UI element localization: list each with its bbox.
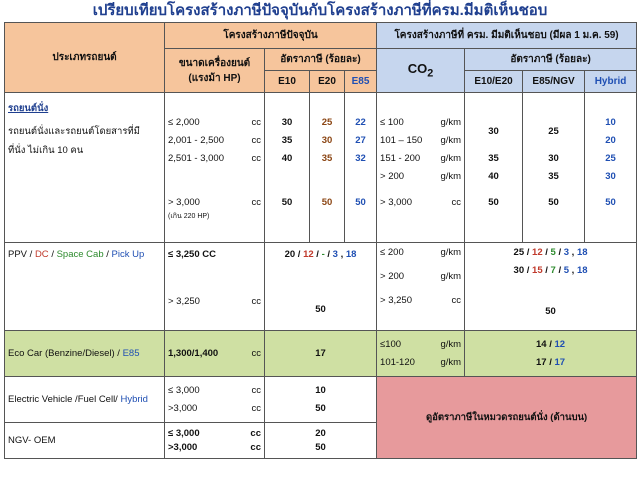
value: 30 xyxy=(548,152,559,164)
vehicle-type-header: ประเภทรถยนต์ xyxy=(5,23,165,93)
e85ngv-header: E85/NGV xyxy=(523,71,585,93)
new-structure-header: โครงสร้างภาษีที่ ครม. มีมติเห็นชอบ (มีผล 1 ม.ค. 59) xyxy=(377,23,637,49)
tax-rate-header: อัตราภาษี (ร้อยละ) xyxy=(265,49,377,71)
value: 35 xyxy=(488,152,499,164)
eco-current-rate: 17 xyxy=(265,331,377,377)
engine-note: (เกิน 220 HP) xyxy=(168,212,210,220)
passenger-label-cell xyxy=(5,93,165,243)
value: 35 xyxy=(281,134,293,146)
ev-engine-cell xyxy=(165,377,265,423)
ngv-current-rates xyxy=(265,423,377,459)
value: 10 xyxy=(605,116,616,128)
list-item: 2,001 - 2,500 cc xyxy=(168,134,261,146)
table-row xyxy=(5,331,637,377)
ppv-new-rates-1: 25 / 12 / 5 / 3 , 18 xyxy=(513,247,588,258)
table-row xyxy=(5,93,637,243)
list-item: ≤ 100 g/km xyxy=(380,116,462,128)
value: 50 xyxy=(315,441,326,453)
eco-e85-label: E85 xyxy=(122,348,140,359)
value: 22 xyxy=(355,116,366,128)
passenger-desc-1: รถยนต์นั่งและรถยนต์โดยสารที่มี xyxy=(8,126,140,137)
e10e20-header: E10/E20 xyxy=(465,71,523,93)
sep: / xyxy=(106,249,109,260)
value: 35 xyxy=(321,152,333,164)
value: 30 xyxy=(605,170,616,182)
value: 30 xyxy=(321,134,333,146)
passenger-new-e10e20-cell xyxy=(465,93,523,243)
list-item: ≤ 3,250 CC xyxy=(168,249,216,260)
value: 50 xyxy=(545,306,556,317)
passenger-e85-cell xyxy=(345,93,377,243)
list-item: ≤ 200 g/km xyxy=(380,247,462,258)
page-title: เปรียบเทียบโครงสร้างภาษีปัจจุบันกับโครงสร้างภาษีที่ครม.มีมติเห็นชอบ xyxy=(92,2,548,19)
sep: / xyxy=(51,249,54,260)
value: 40 xyxy=(488,170,499,182)
ev-current-rates xyxy=(265,377,377,423)
engine-unit-label: (แรงม้า HP) xyxy=(188,72,241,84)
ppv-co2-cell xyxy=(377,243,465,331)
eco-new-rates-cell xyxy=(465,331,637,377)
new-tax-rate-header: อัตราภาษี (ร้อยละ) xyxy=(465,49,637,71)
list-item: >3,000 cc xyxy=(168,441,261,453)
co2-label: CO xyxy=(407,61,428,77)
value: 50 xyxy=(605,196,616,208)
eco-label: Eco Car (Benzine/Diesel) / xyxy=(8,348,120,359)
dc-label: DC xyxy=(34,249,49,260)
e10-header: E10 xyxy=(265,71,310,93)
passenger-co2-cell xyxy=(377,93,465,243)
list-item: > 200 g/km xyxy=(380,170,462,182)
co2-header xyxy=(377,49,465,93)
passenger-engine-cell xyxy=(165,93,265,243)
value: 35 xyxy=(548,170,559,182)
value: 25 xyxy=(605,152,616,164)
list-item: >3,000 cc xyxy=(168,402,261,414)
e20-header: E20 xyxy=(310,71,345,93)
value: 50 xyxy=(548,196,559,208)
list-item: ≤ 3,000 cc xyxy=(168,427,261,439)
value: 50 xyxy=(315,402,326,414)
eco-engine-cell: 1,300/1,400 cc xyxy=(165,331,265,377)
value: 10 xyxy=(315,384,326,396)
current-structure-header: โครงสร้างภาษีปัจจุบัน xyxy=(165,23,377,49)
value: 50 xyxy=(281,196,293,208)
list-item: ≤100 g/km xyxy=(380,338,462,350)
ppv-label-cell xyxy=(5,243,165,331)
eco-co2-cell xyxy=(377,331,465,377)
table-row xyxy=(5,377,637,423)
list-item: > 3,000 cc xyxy=(168,196,261,208)
list-item: > 3,000 cc xyxy=(380,196,462,208)
list-item: 151 - 200 g/km xyxy=(380,152,462,164)
passenger-title: รถยนต์นั่ง xyxy=(8,103,49,114)
engine-size-header xyxy=(165,49,265,93)
ev-label-cell xyxy=(5,377,165,423)
table-row xyxy=(5,243,637,331)
value: 30 xyxy=(281,116,293,128)
value: 50 xyxy=(488,196,499,208)
ppv-current-rates: 20 / 12 / - / 3 , 18 xyxy=(284,249,357,260)
list-item: ≤ 2,000 cc xyxy=(168,116,261,128)
list-item: > 200 g/km xyxy=(380,271,462,282)
ppv-engine-cell xyxy=(165,243,265,331)
pickup-label: Pick Up xyxy=(111,249,145,260)
value: 20 xyxy=(315,427,326,439)
eco-new-rates-2: 17 / 17 xyxy=(536,356,566,368)
value: 50 xyxy=(315,304,326,315)
list-item: 2,501 - 3,000 cc xyxy=(168,152,261,164)
passenger-new-hybrid-cell xyxy=(585,93,637,243)
hybrid-header: Hybrid xyxy=(585,71,637,93)
co2-sub: 2 xyxy=(427,67,434,80)
eco-label-cell xyxy=(5,331,165,377)
list-item: > 3,250 cc xyxy=(168,296,261,307)
value: 27 xyxy=(355,134,366,146)
tax-comparison-table xyxy=(4,22,637,459)
value: 50 xyxy=(321,196,333,208)
list-item: > 3,250 cc xyxy=(380,295,462,306)
ppv-new-rates-cell xyxy=(465,243,637,331)
space-cab-label: Space Cab xyxy=(56,249,104,260)
ev-ngv-note: ดูอัตราภาษีในหมวดรถยนต์นั่ง (ด้านบน) xyxy=(377,377,637,459)
engine-size-label: ขนาดเครื่องยนต์ xyxy=(178,57,251,69)
value: 40 xyxy=(281,152,293,164)
passenger-e20-cell xyxy=(310,93,345,243)
eco-new-rates-1: 14 / 12 xyxy=(536,338,566,350)
ppv-new-rates-2: 30 / 15 / 7 / 5 , 18 xyxy=(513,265,588,276)
value: 32 xyxy=(355,152,366,164)
value: 20 xyxy=(605,134,616,146)
value: 50 xyxy=(355,196,366,208)
passenger-new-e85ngv-cell xyxy=(523,93,585,243)
sep: / xyxy=(29,249,33,260)
ngv-engine-cell xyxy=(165,423,265,459)
value: 25 xyxy=(321,116,333,128)
ppv-label: PPV xyxy=(8,249,28,260)
list-item: 101-120 g/km xyxy=(380,356,462,368)
ev-label: Electric Vehicle /Fuel Cell/ xyxy=(8,394,118,405)
ngv-label: NGV- OEM xyxy=(5,423,165,459)
e85-header: E85 xyxy=(345,71,377,93)
ev-hybrid-label: Hybrid xyxy=(120,394,148,405)
value: 25 xyxy=(548,125,559,137)
ppv-current-rates-cell xyxy=(265,243,377,331)
list-item: 101 – 150 g/km xyxy=(380,134,462,146)
passenger-e10-cell xyxy=(265,93,310,243)
value: 30 xyxy=(488,125,499,137)
list-item: ≤ 3,000 cc xyxy=(168,384,261,396)
passenger-desc-2: ที่นั่ง ไม่เกิน 10 คน xyxy=(8,145,84,156)
